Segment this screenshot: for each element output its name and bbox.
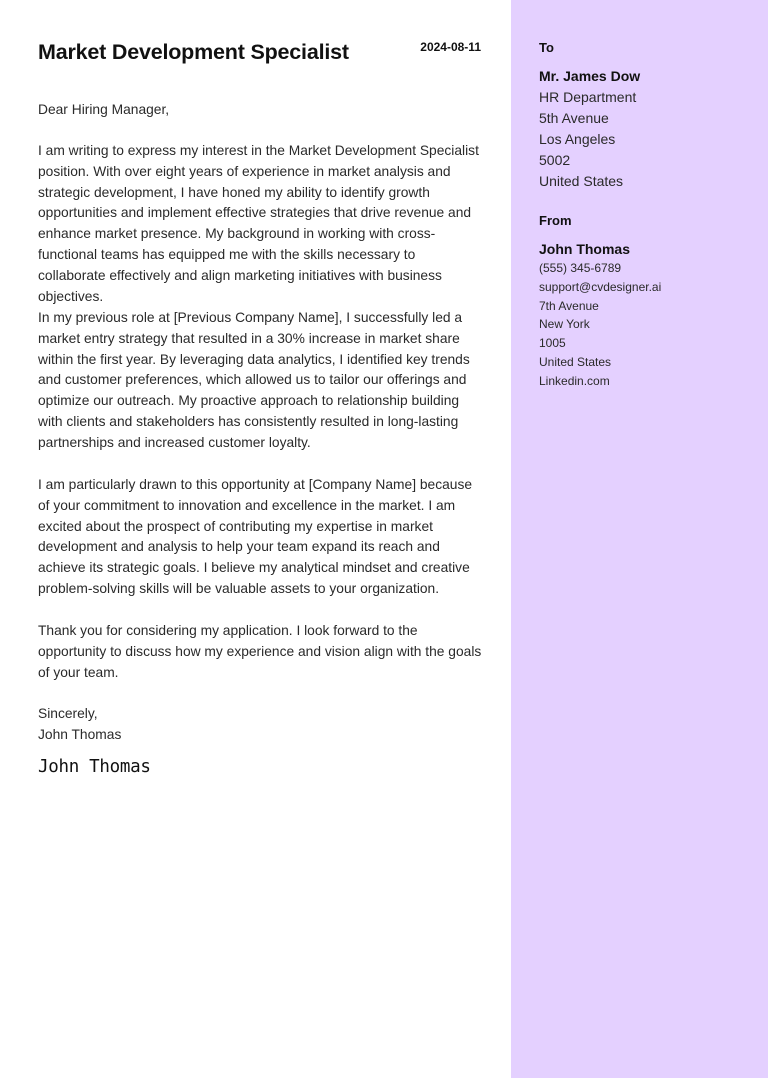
paragraph-2: In my previous role at [Previous Company Name], I successfully led a market entry strategy that resulted in a 30% increase in market share within the first year. By leveraging data analytics, I identified key trends and customer preferences, which allowed us to tailor our offerings and optimize our outreach. My proactive approach to relationship building with clients and stakeholders has consistently resulted in long-lasting partnerships and increased customer loyalty.: [38, 310, 470, 450]
sender-details: [539, 240, 759, 391]
recipient-name: Mr. James Dow: [539, 68, 641, 84]
sender-heading: [539, 213, 759, 228]
sender-email: support@cvdesigner.ai: [539, 279, 662, 294]
sender-phone: (555) 345-6789: [539, 261, 622, 275]
recipient-address: [539, 66, 759, 192]
closing: Sincerely,: [38, 706, 98, 721]
letter-date: 2024-08-11: [420, 40, 481, 54]
signer-name: John Thomas: [38, 727, 122, 742]
job-title: Market Development Specialist: [38, 40, 349, 64]
sender-zip: 1005: [539, 336, 566, 351]
sender-country: United States: [539, 354, 612, 369]
paragraph-3: I am particularly drawn to this opportunity at [Company Name] because of your commitment to innovation and excellence in the market. I am excited about the prospect of contributing my expertise in market development and analysis to help your team expand its reach and achieve its strategic goals. I believe my analytical mindset and creative problem-solving skills will be valuable assets to your organization.: [38, 477, 473, 596]
from-heading: From: [539, 213, 572, 228]
paragraph-1: I am writing to express my interest in the Market Development Specialist position. With over eight years of experience in market analysis and strategic development, I have honed my ability to identify growth opportunities and implement effective strategies that drive revenue and enhance market presence. My background in working with cross-functional teams has equipped me with the skills necessary to collaborate effectively and align marketing initiatives with business objectives.: [38, 143, 479, 304]
sender-name: John Thomas: [539, 241, 631, 257]
sender-website: Linkedin.com: [539, 373, 610, 388]
recipient-city: Los Angeles: [539, 131, 616, 147]
sender-city: New York: [539, 317, 590, 332]
recipient-country: United States: [539, 173, 624, 189]
recipient-street: 5th Avenue: [539, 110, 609, 126]
signature: John Thomas: [38, 757, 151, 777]
recipient-department: HR Department: [539, 89, 637, 105]
paragraph-4: Thank you for considering my application. I look forward to the opportunity to discuss how my experience and vision align with the goals of your team.: [38, 623, 482, 680]
salutation: Dear Hiring Manager,: [38, 102, 170, 117]
recipient-heading: [539, 40, 759, 55]
to-heading: To: [539, 40, 554, 55]
recipient-zip: 5002: [539, 152, 571, 168]
sender-street: 7th Avenue: [539, 298, 599, 313]
